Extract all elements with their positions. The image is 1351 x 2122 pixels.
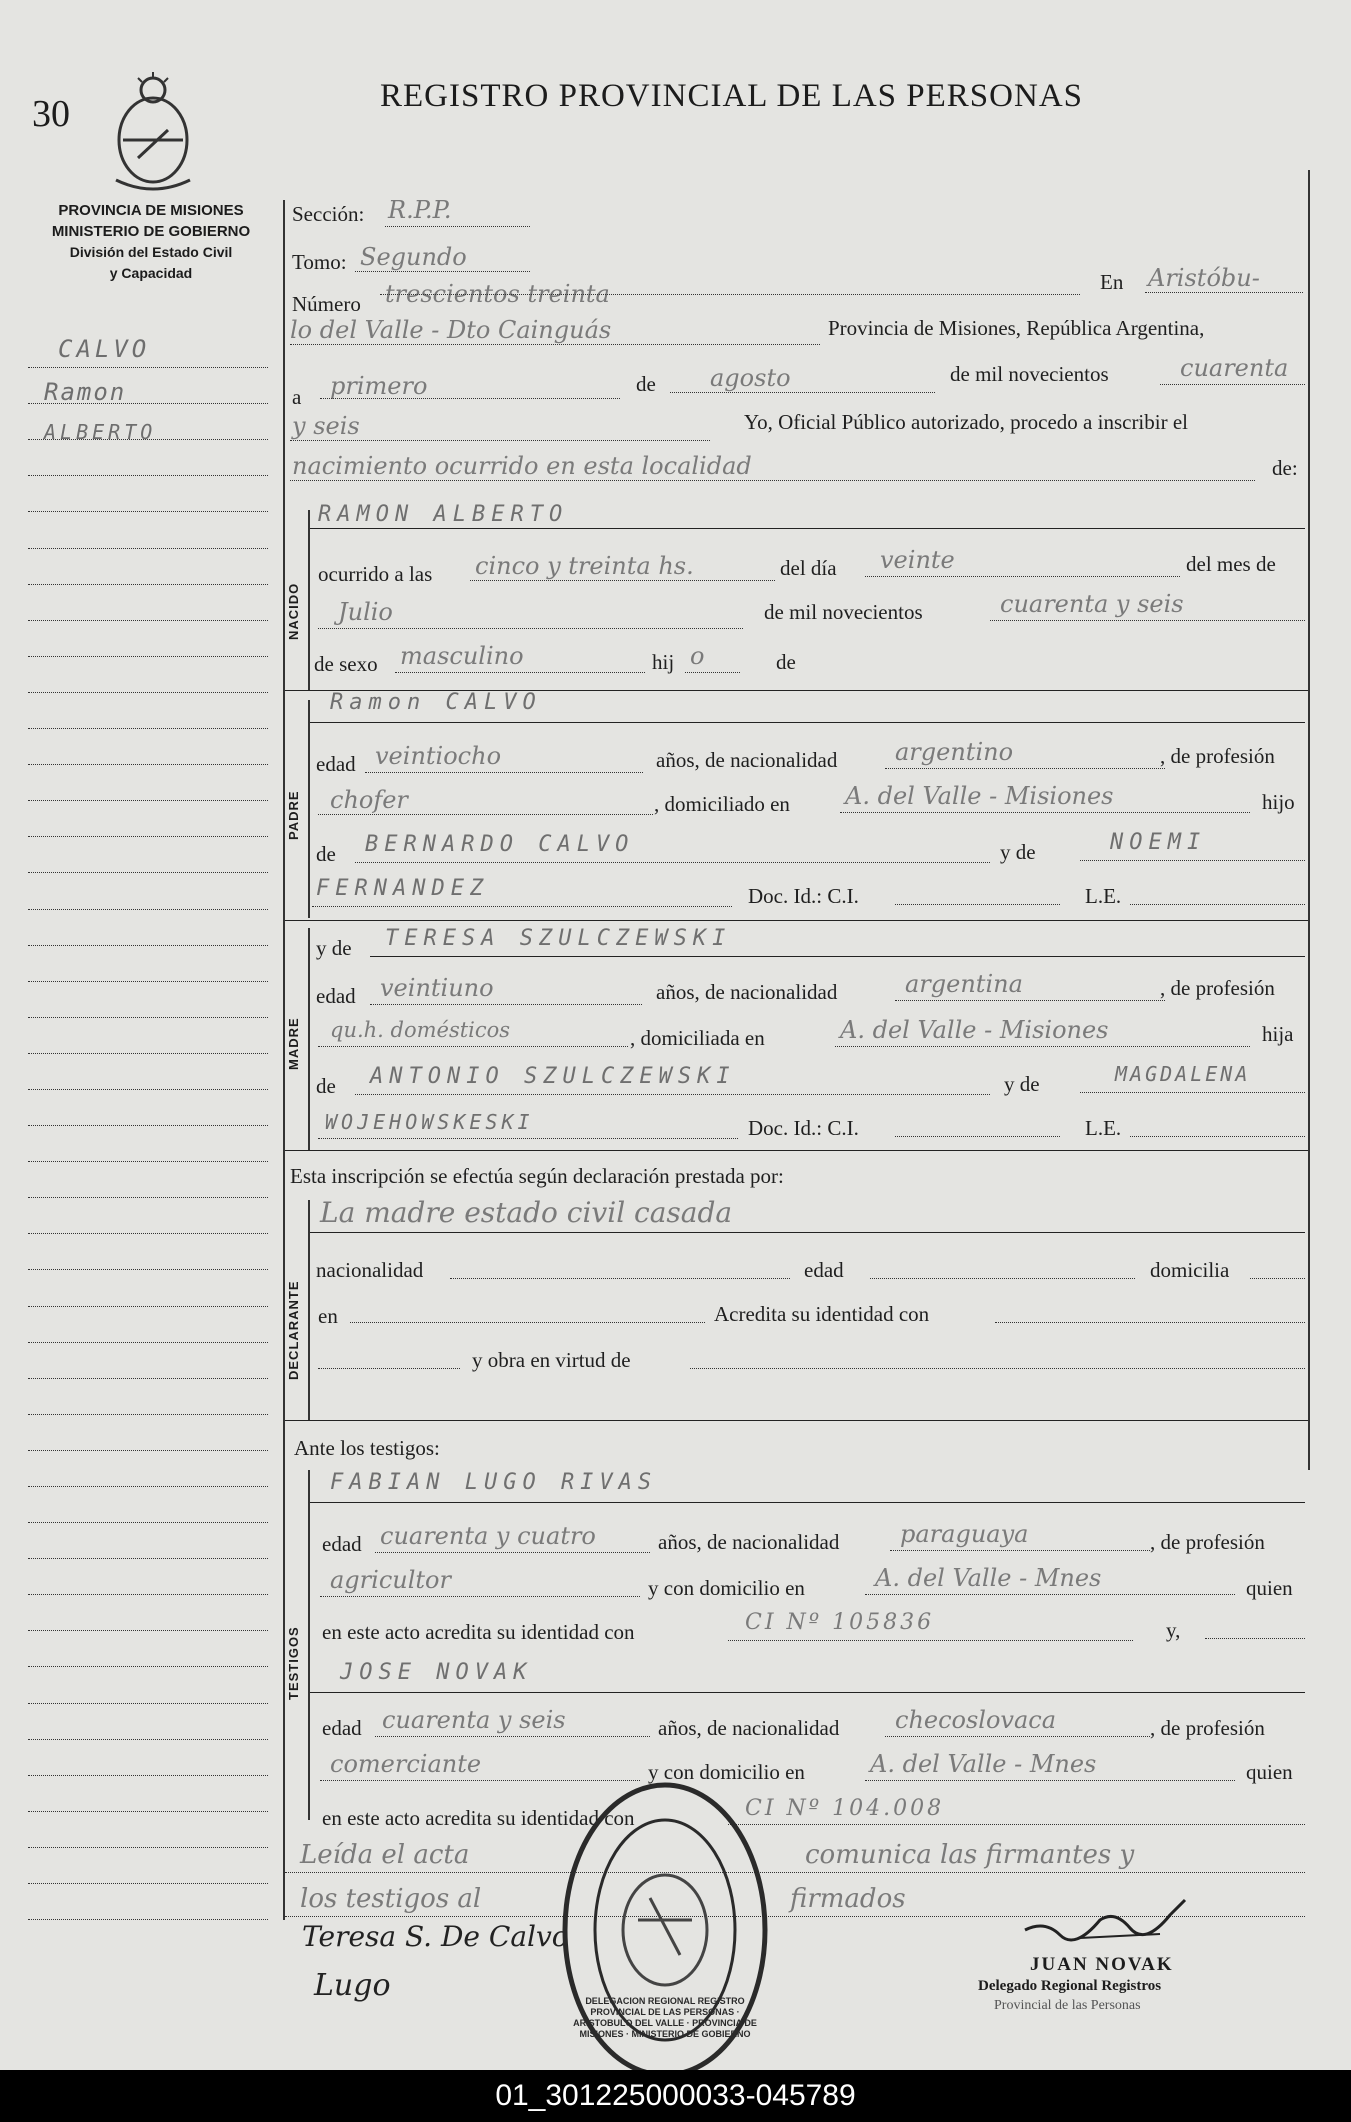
testigo1-y-label: y,: [1166, 1618, 1181, 1642]
stamp-text: DELEGACION REGIONAL REGISTRO PROVINCIAL DE LAS PERSONAS · ARISTOBULO DEL VALLE · PROVINCIA DE MISIONES · MINISTERIO DE GOBIERNO: [573, 1996, 757, 2039]
tomo-label: Tomo:: [292, 250, 347, 274]
lectura-1: Leída el acta: [300, 1840, 470, 1870]
margin-lines: [28, 332, 268, 1920]
seccion-value: R.P.P.: [388, 196, 452, 224]
lectura-1b: comunica las firmantes y: [805, 1840, 1135, 1870]
testigo1-edad-label: edad: [322, 1532, 362, 1556]
madre-nombre-value: TERESA SZULCZEWSKI: [385, 926, 732, 951]
nacido-nombre-value: RAMON ALBERTO: [318, 502, 569, 527]
testigo1-quien-label: quien: [1246, 1576, 1293, 1600]
issuer-line-3: División del Estado Civil: [69, 244, 233, 260]
padre-domicilio-label: , domiciliado en: [654, 792, 790, 816]
lectura-2b: firmados: [790, 1884, 906, 1914]
hij-label: hij: [652, 650, 675, 674]
madre-hija-label: hija: [1262, 1022, 1294, 1046]
testigo2-edad: cuarenta y seis: [382, 1706, 566, 1734]
testigo2-domicilio: A. del Valle - Mnes: [870, 1750, 1097, 1778]
madre-profesion-label: , de profesión: [1160, 976, 1275, 1000]
nacido-hij-value: o: [690, 642, 705, 670]
mil-novecientos-text: de mil novecientos: [950, 362, 1109, 386]
firma-oficial-icon: [1020, 1890, 1190, 1950]
testigo1-nombre: FABIAN LUGO RIVAS: [330, 1470, 658, 1495]
issuer-block: [20, 200, 282, 284]
del-mes-label: del mes de: [1186, 552, 1276, 576]
declarante-en-label: en: [318, 1304, 338, 1328]
firma-madre: Teresa S. De Calvo: [302, 1920, 569, 1953]
nacido-sexo-value: masculino: [400, 642, 524, 670]
madre-padre-value: ANTONIO SZULCZEWSKI: [370, 1064, 736, 1089]
issuer-line-2: MINISTERIO DE GOBIERNO: [51, 223, 251, 240]
madre-nac-value: argentina: [905, 970, 1023, 998]
madre-domicilio-value: A. del Valle - Misiones: [840, 1016, 1109, 1044]
testigo2-nombre: JOSE NOVAK: [340, 1660, 533, 1685]
padre-doc-label: Doc. Id.: C.I.: [748, 884, 859, 908]
document-title: REGISTRO PROVINCIAL DE LAS PERSONAS: [380, 78, 1084, 114]
form-left-border: [283, 200, 285, 1920]
en-label: En: [1100, 270, 1124, 294]
padre-anios-label: años, de nacionalidad: [656, 748, 838, 772]
oficial-cargo-2: Provincial de las Personas: [994, 1998, 1141, 2013]
padre-hijo-label: hijo: [1262, 790, 1295, 814]
fecha-anio-value: cuarenta: [1180, 354, 1289, 382]
testigo1-profesion-label: , de profesión: [1150, 1530, 1265, 1554]
en-value: Aristóbu-: [1148, 264, 1260, 292]
nacido-hora-value: cinco y treinta hs.: [475, 552, 694, 580]
testigo1-domicilio-label: y con domicilio en: [648, 1576, 805, 1600]
testigo2-nac: checoslovaca: [895, 1706, 1057, 1734]
declarante-value: La madre estado civil casada: [320, 1196, 733, 1229]
testigo1-doc: CI Nº 105836: [745, 1610, 935, 1635]
testigo2-quien-label: quien: [1246, 1760, 1293, 1784]
padre-domicilio-value: A. del Valle - Misiones: [845, 782, 1114, 810]
testigo2-doc: CI Nº 104.008: [745, 1796, 945, 1821]
nacido-de-label: de: [776, 650, 796, 674]
oficial-cargo-1: Delegado Regional Registros: [978, 1978, 1162, 1994]
firma-testigo: Lugo: [314, 1968, 391, 2003]
de-label: de: [636, 372, 656, 396]
declarante-intro: Esta inscripción se efectúa según declaración prestada por:: [290, 1164, 784, 1188]
testigos-section-label: TESTIGOS: [286, 1626, 301, 1700]
madre-anios-label: años, de nacionalidad: [656, 980, 838, 1004]
form-right-border: [1308, 170, 1310, 1470]
declarante-domicilia-label: domicilia: [1150, 1258, 1230, 1282]
ocurrido-label: ocurrido a las: [318, 562, 433, 586]
testigo1-anios-label: años, de nacionalidad: [658, 1530, 840, 1554]
padre-nombre-value: Ramon CALVO: [330, 690, 542, 715]
fecha-mes-value: agosto: [710, 364, 791, 392]
margin-surname: CALVO: [58, 335, 151, 363]
madre-madre-value: MAGDALENA: [1115, 1062, 1251, 1086]
provincia-text: Provincia de Misiones, República Argentina,: [828, 316, 1205, 340]
testigo2-domicilio-label: y con domicilio en: [648, 1760, 805, 1784]
oficial-text: Yo, Oficial Público autorizado, procedo a inscribir el: [744, 410, 1189, 434]
padre-profesion-value: chofer: [330, 786, 408, 814]
testigo1-edad: cuarenta y cuatro: [380, 1522, 596, 1550]
acto-value: nacimiento ocurrido en esta localidad: [292, 452, 752, 480]
page-number: 30: [32, 93, 70, 135]
madre-doc-label: Doc. Id.: C.I.: [748, 1116, 859, 1140]
issuer-line-4: y Capacidad: [109, 265, 193, 281]
testigo2-profesion-label: , de profesión: [1150, 1716, 1265, 1740]
madre-section-label: MADRE: [286, 1017, 301, 1070]
declarante-section-label: DECLARANTE: [286, 1280, 301, 1380]
nacido-mil-label: de mil novecientos: [764, 600, 923, 624]
lugar-value: lo del Valle - Dto Cainguás: [290, 316, 612, 344]
testigo1-profesion: agricultor: [330, 1566, 451, 1594]
madre-y-de-label2: y de: [1004, 1072, 1040, 1096]
padre-section-label: PADRE: [286, 790, 301, 840]
coat-of-arms-icon: [108, 70, 198, 196]
padre-madre-value: NOEMI: [1110, 830, 1207, 855]
numero-value: trescientos treinta: [385, 280, 610, 308]
padre-nac-value: argentino: [895, 738, 1014, 766]
declarante-nacionalidad-label: nacionalidad: [316, 1258, 424, 1282]
tomo-value: Segundo: [360, 243, 467, 271]
padre-edad-value: veintiocho: [375, 742, 502, 770]
padre-de-label: de: [316, 842, 336, 866]
footer-code: 01_301225000033-045789: [0, 2070, 1351, 2122]
nacido-dia-value: veinte: [880, 546, 955, 574]
madre-profesion-value: qu.h. domésticos: [330, 1018, 511, 1042]
testigos-intro: Ante los testigos:: [294, 1436, 440, 1460]
madre-edad-value: veintiuno: [380, 974, 494, 1002]
madre-de-label: de: [316, 1074, 336, 1098]
padre-le-label: L.E.: [1085, 884, 1122, 908]
testigo1-nac: paraguaya: [900, 1520, 1029, 1548]
testigo1-domicilio: A. del Valle - Mnes: [875, 1564, 1102, 1592]
margin-firstname: Ramon: [44, 378, 127, 406]
testigo1-acredita-label: en este acto acredita su identidad con: [322, 1620, 635, 1644]
testigo2-acredita-label: en este acto acredita su identidad con: [322, 1806, 635, 1830]
padre-edad-label: edad: [316, 752, 356, 776]
madre-le-label: L.E.: [1085, 1116, 1122, 1140]
margin-secondname: ALBERTO: [44, 420, 157, 444]
madre-y-de-label: y de: [316, 936, 352, 960]
numero-label: Número: [292, 292, 361, 316]
declarante-acredita-label: Acredita su identidad con: [714, 1302, 930, 1326]
testigo2-anios-label: años, de nacionalidad: [658, 1716, 840, 1740]
nacido-anio-value: cuarenta y seis: [1000, 590, 1184, 618]
issuer-line-1: PROVINCIA DE MISIONES: [58, 202, 244, 219]
padre-profesion-label: , de profesión: [1160, 744, 1275, 768]
seccion-label: Sección:: [292, 202, 365, 226]
testigo2-edad-label: edad: [322, 1716, 362, 1740]
oficial-nombre: JUAN NOVAK: [1030, 1954, 1174, 1975]
madre-domicilio-label: , domiciliada en: [630, 1026, 765, 1050]
a-label: a: [292, 385, 302, 409]
de-colon: de:: [1272, 456, 1298, 480]
declarante-edad-label: edad: [804, 1258, 844, 1282]
nacido-mes-value: Julio: [338, 598, 393, 626]
lectura-2: los testigos al: [300, 1884, 482, 1914]
testigo2-profesion: comerciante: [330, 1750, 482, 1778]
declarante-obra-label: y obra en virtud de: [472, 1348, 631, 1372]
padre-y-de-label: y de: [1000, 840, 1036, 864]
madre-madre-value2: WOJEHOWSKESKI: [325, 1110, 534, 1134]
padre-madre-value2: FERNANDEZ: [316, 876, 490, 901]
del-dia-label: del día: [780, 556, 837, 580]
fecha-dia-value: primero: [330, 372, 428, 400]
sexo-label: de sexo: [314, 652, 378, 676]
nacido-section-label: NACIDO: [286, 582, 301, 640]
madre-edad-label: edad: [316, 984, 356, 1008]
padre-padre-value: BERNARDO CALVO: [365, 832, 635, 857]
fecha-anio2-value: y seis: [292, 412, 360, 440]
